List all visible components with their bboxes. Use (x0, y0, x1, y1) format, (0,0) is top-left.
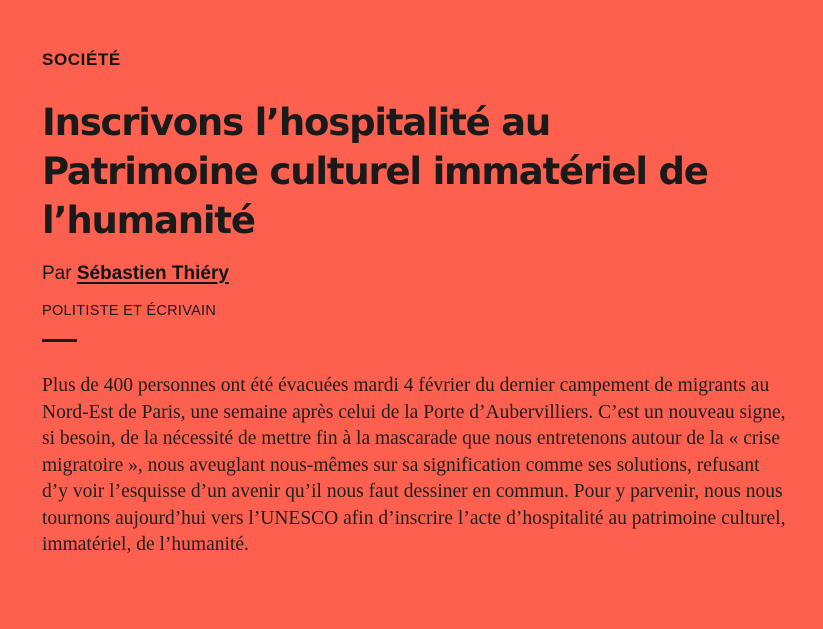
article-title: Inscrivons l’hospitalité au Patrimoine culturel immatériel de l’humanité (42, 101, 708, 242)
section-label[interactable]: SOCIÉTÉ (42, 50, 121, 69)
author-link[interactable]: Sébastien Thiéry (76, 263, 229, 284)
article-lede: Plus de 400 personnes ont été évacuées mardi 4 février du dernier campement de migrants au Nord-Est de Paris, une semaine après celui de la Porte d’Aubervilliers. C’est un nouveau signe, si besoin, de la nécessité de mettre fin à la mascarade que nous entretenons autour de la « crise migratoire », nous aveuglant nous-mêmes sur sa signification comme ses solutions, refusant d’y voir l’esquisse d’un avenir qu’il nous faut dessiner en commun. Pour y parvenir, nous nous tournons aujourd’hui vers l’UNESCO afin d’inscrire l’acte d’hospitalité au patrimoine culturel, immatériel, de l’humanité. (42, 375, 786, 555)
author-role: POLITISTE ET ÉCRIVAIN (42, 303, 217, 319)
byline-prefix: Par (42, 263, 72, 284)
byline (42, 263, 229, 285)
divider (42, 339, 77, 342)
